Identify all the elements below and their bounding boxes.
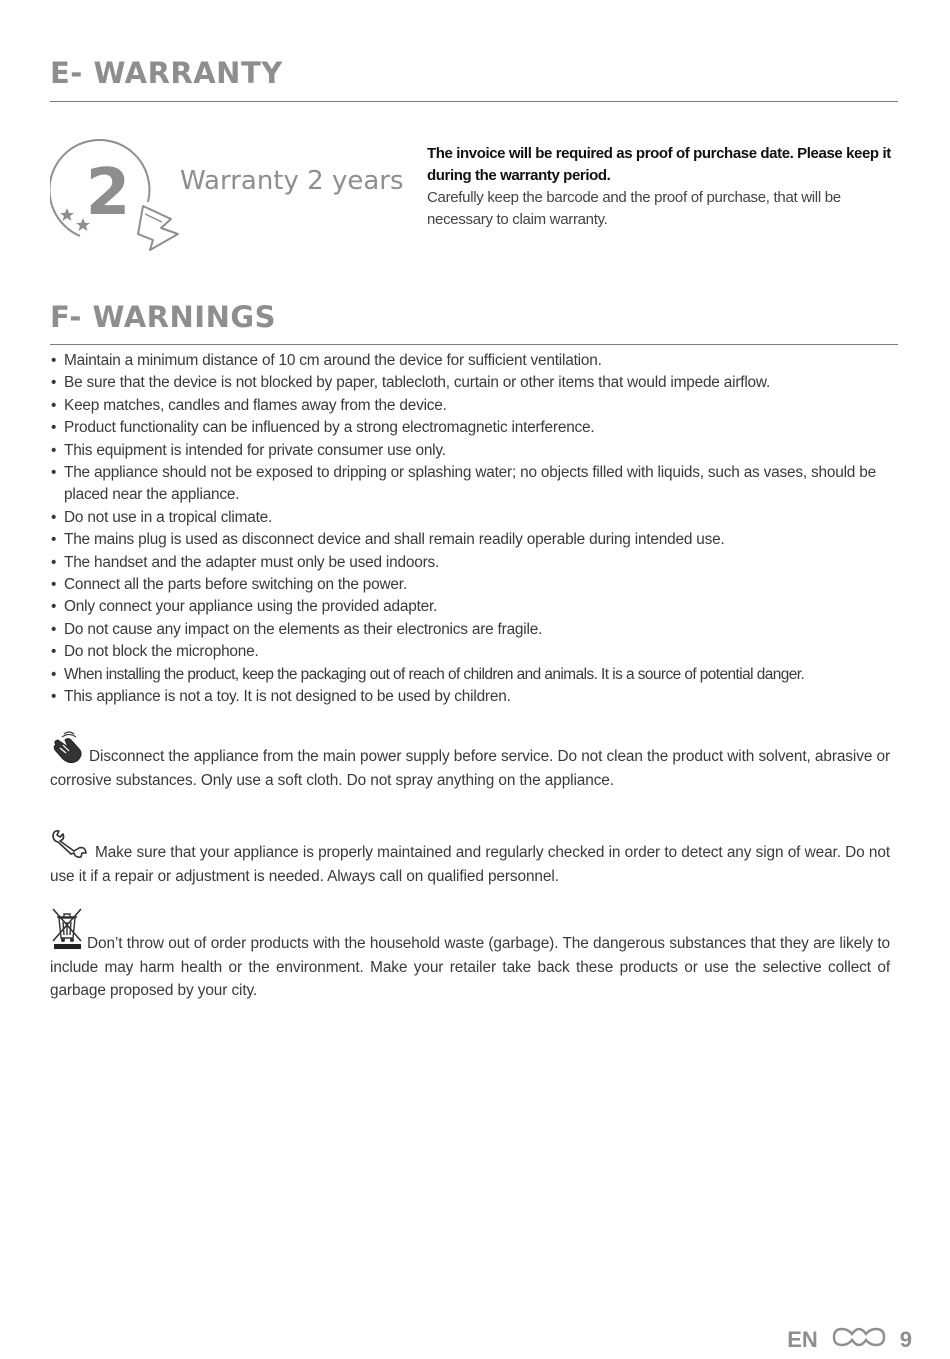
warranty-notice-text: Carefully keep the barcode and the proof of purchase, that will be necessary to claim warranty. [427, 189, 841, 228]
page-footer [787, 1325, 912, 1354]
warning-item: • Product functionality can be influenced by a strong electromagnetic interference. [50, 417, 898, 439]
crossed-bin-icon [50, 906, 84, 957]
warning-item: • The appliance should not be exposed to dripping or splashing water; no objects filled with liquids, such as vases, should be placed near the appliance. [50, 462, 898, 507]
brand-logo-icon [828, 1325, 890, 1354]
warning-item: • This equipment is intended for private consumer use only. [50, 440, 898, 462]
warning-item: • Do not block the microphone. [50, 641, 898, 663]
warning-item: • The mains plug is used as disconnect device and shall remain readily operable during intended use. [50, 529, 898, 551]
warning-item: • Connect all the parts before switching on the power. [50, 574, 898, 596]
warranty-badge-caption: Warranty 2 years [180, 166, 404, 196]
warning-item: • This appliance is not a toy. It is not designed to be used by children. [50, 686, 898, 708]
wrench-icon [50, 829, 92, 866]
warning-item: • Do not use in a tropical climate. [50, 507, 898, 529]
warning-item: • Be sure that the device is not blocked by paper, tablecloth, curtain or other items that would impede airflow. [50, 372, 898, 394]
warning-item: • Only connect your appliance using the provided adapter. [50, 596, 898, 618]
footer-language: EN [787, 1326, 818, 1352]
warning-item: • Keep matches, candles and flames away from the device. [50, 395, 898, 417]
disposal-notice [50, 906, 890, 1002]
cleaning-notice-text: Disconnect the appliance from the main power supply before service. Do not clean the product with solvent, abrasive or corrosive substances. Only use a soft cloth. Do not spray anything on the appliance. [50, 748, 890, 790]
disposal-notice-text: Don’t throw out of order products with the household waste (garbage). The dangerous substances that they are likely to include may harm health or the environment. Make your retailer take back these products or use the selective collect of garbage proposed by your city. [50, 935, 890, 999]
footer-page-number: 9 [899, 1326, 912, 1352]
maintenance-notice-text: Make sure that your appliance is properly maintained and regularly checked in order to detect any sign of wear. Do not use it if a repair or adjustment is needed. Always call on qualified personnel. [50, 844, 890, 886]
warranty-divider [50, 101, 898, 102]
warranty-badge-number: 2 [85, 156, 131, 230]
cleaning-hand-icon [50, 731, 86, 770]
warranty-notice [427, 143, 897, 231]
maintenance-notice [50, 829, 890, 889]
warning-item: • Maintain a minimum distance of 10 cm around the device for sufficient ventilation. [50, 350, 898, 372]
warning-item: • Do not cause any impact on the elements as their electronics are fragile. [50, 619, 898, 641]
warranty-badge [50, 134, 190, 254]
warnings-list [50, 350, 898, 709]
warning-item: • When installing the product, keep the packaging out of reach of children and animals. It is a source of potential danger. [50, 664, 898, 686]
warnings-divider [50, 344, 898, 345]
cleaning-notice [50, 731, 890, 793]
warnings-section-title: F- WARNINGS [50, 300, 277, 334]
warranty-notice-bold: The invoice will be required as proof of purchase date. Please keep it during the warranty period. [427, 145, 891, 184]
warning-item: • The handset and the adapter must only be used indoors. [50, 552, 898, 574]
warranty-ribbon-icon [50, 134, 190, 254]
warranty-section-title: E- WARRANTY [50, 56, 283, 90]
